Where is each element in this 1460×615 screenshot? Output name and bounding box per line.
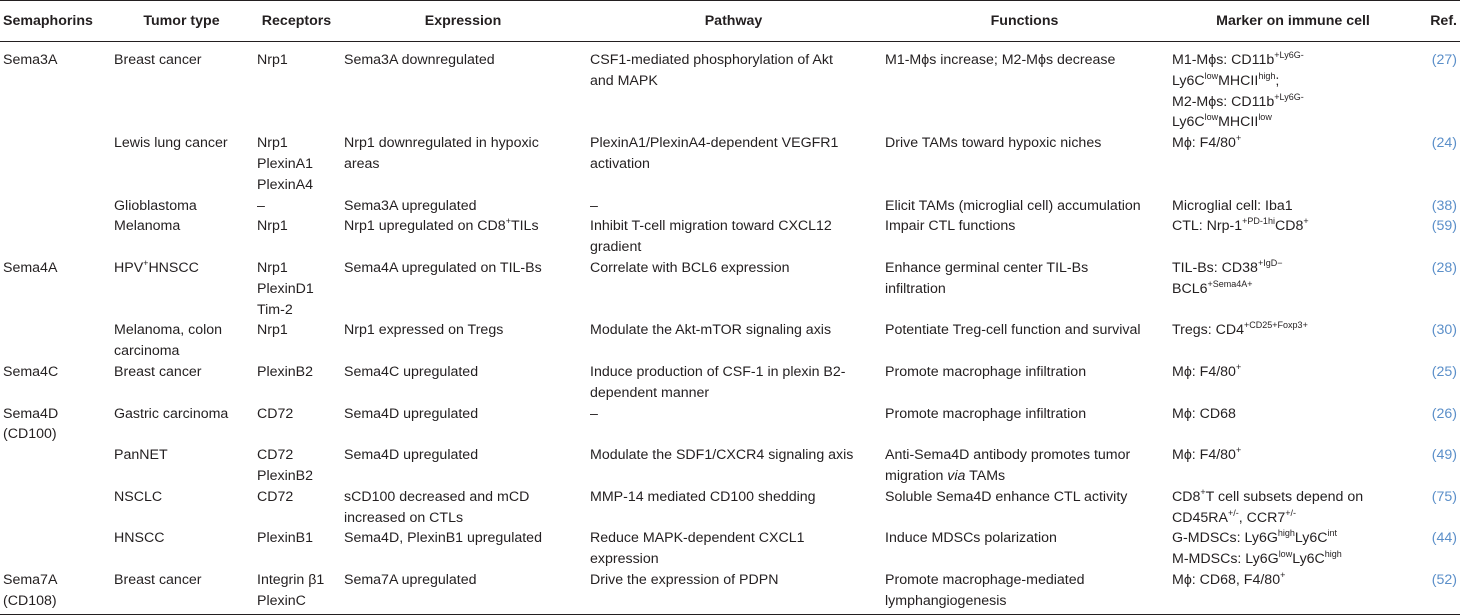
cell-marker-line: M1-Mϕs: $CD11b^{+Ly6G-}$ <box>1172 50 1304 68</box>
cell-expression-line: Sema4C upregulated <box>344 363 479 380</box>
cell-tumor-type-line: Melanoma, colon <box>114 322 223 339</box>
cell-ref-link[interactable]: (52) <box>1418 570 1460 614</box>
cell-functions <box>881 445 1168 487</box>
cell-functions <box>881 196 1168 217</box>
table-header <box>0 1 1460 42</box>
cell-marker <box>1168 404 1418 446</box>
cell-receptors-line: CD72 <box>257 447 294 464</box>
header-expression: Expression <box>340 1 586 42</box>
cell-marker-line: Mϕ: F4/80+ <box>1172 445 1242 464</box>
cell-functions <box>881 362 1168 404</box>
cell-tumor-type <box>110 320 253 362</box>
cell-pathway-line: Reduce MAPK-dependent CXCL1 <box>590 530 805 547</box>
cell-pathway <box>586 42 881 134</box>
cell-expression-line: Nrp1 expressed on Tregs <box>344 322 504 339</box>
cell-semaphorin-line: (CD100) <box>3 426 57 443</box>
cell-semaphorin-line: Sema4D <box>3 405 59 422</box>
cell-marker-line: CD8+T cell subsets depend on <box>1172 486 1364 505</box>
cell-marker-line: Microglial cell: Iba1 <box>1172 197 1293 214</box>
table-row <box>0 320 1460 362</box>
cell-receptors-line: PlexinB2 <box>257 363 313 380</box>
cell-expression <box>340 487 586 529</box>
cell-marker-line: M2-Mϕs: $CD11b^{+Ly6G-}$ <box>1172 91 1304 110</box>
cell-receptors-line: PlexinA1 <box>257 155 313 172</box>
table-row <box>0 570 1460 614</box>
cell-ref-link[interactable]: (49) <box>1431 447 1457 464</box>
table-row <box>0 445 1460 487</box>
cell-functions <box>881 487 1168 529</box>
cell-receptors <box>253 362 340 404</box>
cell-functions-line: Promote macrophage-mediated <box>885 571 1085 588</box>
cell-ref-link[interactable]: (44) <box>1431 530 1457 547</box>
cell-ref-link[interactable]: (75) <box>1431 488 1457 505</box>
header-ref: Ref. <box>1418 1 1460 42</box>
cell-expression-line: increased on CTLs <box>344 509 464 526</box>
cell-marker <box>1168 362 1418 404</box>
cell-marker-line: Mϕ: CD68, F4/80+ <box>1172 569 1286 588</box>
cell-semaphorin-line: Sema4C <box>3 363 59 380</box>
cell-semaphorin <box>0 362 110 404</box>
cell-functions-line: Drive TAMs toward hypoxic niches <box>885 135 1102 152</box>
cell-semaphorin <box>0 404 110 446</box>
cell-semaphorin <box>0 528 110 570</box>
header-marker: Marker on immune cell <box>1168 1 1418 42</box>
header-tumor-type: Tumor type <box>110 1 253 42</box>
cell-functions-line: infiltration <box>885 280 946 297</box>
cell-tumor-type-line: PanNET <box>114 447 168 464</box>
cell-expression-line: Sema3A downregulated <box>344 52 495 68</box>
cell-receptors <box>253 258 340 320</box>
cell-marker <box>1168 133 1418 195</box>
cell-pathway <box>586 570 881 614</box>
cell-tumor-type-line: Glioblastoma <box>114 197 197 214</box>
cell-semaphorin <box>0 445 110 487</box>
cell-semaphorin-line: Sema3A <box>3 52 58 68</box>
cell-tumor-type <box>110 258 253 320</box>
cell-functions-line: migration via TAMs <box>885 467 1006 484</box>
cell-pathway-line: CSF1-mediated phosphorylation of Akt <box>590 52 833 68</box>
cell-receptors <box>253 487 340 529</box>
cell-ref-link[interactable]: (26) <box>1431 405 1457 422</box>
table-row <box>0 362 1460 404</box>
cell-tumor-type <box>110 133 253 195</box>
cell-receptors-line: PlexinC <box>257 592 306 609</box>
cell-tumor-type <box>110 570 253 614</box>
cell-functions <box>881 216 1168 258</box>
cell-functions-line: Promote macrophage infiltration <box>885 405 1087 422</box>
cell-pathway <box>586 216 881 258</box>
cell-pathway-line: MMP-14 mediated CD100 shedding <box>590 488 816 505</box>
cell-pathway <box>586 133 881 195</box>
cell-semaphorin-line: Sema4A <box>3 259 58 276</box>
cell-semaphorin <box>0 570 110 614</box>
cell-ref-link[interactable]: (27) <box>1431 52 1457 68</box>
cell-marker <box>1168 320 1418 362</box>
cell-pathway-line: PlexinA1/PlexinA4-dependent VEGFR1 <box>590 135 839 152</box>
cell-semaphorin-line: Sema7A <box>3 571 58 588</box>
cell-expression <box>340 216 586 258</box>
cell-ref-link[interactable]: (38) <box>1431 197 1457 214</box>
cell-semaphorin <box>0 133 110 195</box>
cell-marker-line: TIL-Bs: $CD38^{+IgD-}$ <box>1172 257 1283 276</box>
cell-marker <box>1168 528 1418 570</box>
cell-expression <box>340 258 586 320</box>
cell-marker-line: CTL: Nrp-$1^{+PD-1hi}CD8^+$ <box>1172 216 1309 235</box>
cell-marker <box>1168 42 1418 134</box>
cell-pathway-line: – <box>590 405 598 422</box>
cell-receptors-line: PlexinD1 <box>257 280 314 297</box>
cell-functions-line: Induce MDSCs polarization <box>885 530 1057 547</box>
cell-pathway <box>586 404 881 446</box>
cell-ref-link[interactable]: (28) <box>1431 259 1457 276</box>
cell-marker-line: CD45RA+/-, CCR7+/- <box>1172 507 1297 526</box>
cell-ref-link[interactable]: (30) <box>1431 322 1457 339</box>
cell-tumor-type-line: NSCLC <box>114 488 163 505</box>
cell-marker <box>1168 487 1418 529</box>
cell-pathway-line: dependent manner <box>590 384 710 401</box>
cell-marker-line: Tregs: $CD4^{+CD25+Foxp3+}$ <box>1172 320 1308 339</box>
cell-expression-line: Sema4D upregulated <box>344 405 479 422</box>
cell-functions <box>881 528 1168 570</box>
cell-tumor-type-line: Breast cancer <box>114 52 202 68</box>
cell-functions <box>881 133 1168 195</box>
cell-functions <box>881 42 1168 134</box>
cell-functions-line: Potentiate Treg-cell function and survival <box>885 322 1141 339</box>
header-semaphorins: Semaphorins <box>0 1 110 42</box>
table-row <box>0 404 1460 446</box>
header-pathway: Pathway <box>586 1 881 42</box>
cell-expression <box>340 196 586 217</box>
table-row <box>0 133 1460 195</box>
cell-receptors-line: Nrp1 <box>257 52 288 68</box>
cell-pathway-line: and MAPK <box>590 72 658 89</box>
cell-expression-line: Nrp1 downregulated in hypoxic <box>344 135 539 152</box>
cell-marker-line: Mϕ: CD68 <box>1172 405 1236 422</box>
cell-receptors <box>253 42 340 134</box>
cell-receptors-line: PlexinB1 <box>257 530 313 547</box>
cell-expression <box>340 445 586 487</box>
table-row <box>0 42 1460 134</box>
cell-receptors-line: PlexinA4 <box>257 176 313 193</box>
cell-functions-line: Elicit TAMs (microglial cell) accumulation <box>885 197 1141 214</box>
table-row <box>0 196 1460 217</box>
cell-marker-line: Mϕ: F4/80+ <box>1172 133 1242 152</box>
cell-expression-line: Sema4A upregulated on TIL-Bs <box>344 259 542 276</box>
cell-expression-line: Sema4D, PlexinB1 upregulated <box>344 530 542 547</box>
cell-receptors <box>253 570 340 614</box>
cell-receptors <box>253 445 340 487</box>
cell-receptors-line: Nrp1 <box>257 322 288 339</box>
cell-expression-line: sCD100 decreased and mCD <box>344 488 530 505</box>
cell-functions <box>881 320 1168 362</box>
header-row <box>0 1 1460 42</box>
cell-semaphorin <box>0 487 110 529</box>
cell-pathway <box>586 487 881 529</box>
cell-receptors-line: Tim-2 <box>257 301 293 318</box>
cell-tumor-type-line: Breast cancer <box>114 571 202 588</box>
table-row <box>0 216 1460 258</box>
cell-tumor-type-line: Melanoma <box>114 218 181 235</box>
cell-ref-link[interactable]: (59) <box>1431 218 1457 235</box>
cell-marker <box>1168 445 1418 487</box>
cell-pathway-line: activation <box>590 155 650 172</box>
cell-functions-line: lymphangiogenesis <box>885 592 1007 609</box>
cell-marker <box>1168 570 1418 614</box>
cell-pathway-line: Correlate with BCL6 expression <box>590 259 790 276</box>
cell-semaphorin <box>0 320 110 362</box>
cell-tumor-type-line: Lewis lung cancer <box>114 135 228 152</box>
cell-tumor-type <box>110 404 253 446</box>
cell-tumor-type <box>110 42 253 134</box>
table-row <box>0 528 1460 570</box>
cell-pathway <box>586 445 881 487</box>
cell-tumor-type-line: carcinoma <box>114 343 180 360</box>
cell-expression-line: Nrp1 upregulated on CD8+TILs <box>344 216 539 235</box>
cell-semaphorin <box>0 42 110 134</box>
cell-expression-line: Sema3A upregulated <box>344 197 477 214</box>
cell-receptors-line: Nrp1 <box>257 259 288 276</box>
cell-receptors <box>253 133 340 195</box>
cell-marker-line: Mϕ: F4/80+ <box>1172 361 1242 380</box>
cell-functions-line: Soluble Sema4D enhance CTL activity <box>885 488 1128 505</box>
cell-pathway-line: Modulate the Akt-mTOR signaling axis <box>590 322 832 339</box>
cell-expression-line: Sema4D upregulated <box>344 447 479 464</box>
cell-expression-line: Sema7A upregulated <box>344 571 477 588</box>
cell-tumor-type-line: Breast cancer <box>114 363 202 380</box>
cell-receptors-line: CD72 <box>257 488 294 505</box>
cell-semaphorin-line: (CD108) <box>3 592 57 609</box>
cell-semaphorin <box>0 196 110 217</box>
cell-expression-line: areas <box>344 155 380 172</box>
cell-pathway-line: Modulate the SDF1/CXCR4 signaling axis <box>590 447 854 464</box>
cell-functions <box>881 404 1168 446</box>
cell-pathway-line: expression <box>590 551 659 568</box>
cell-functions-line: Enhance germinal center TIL-Bs <box>885 259 1089 276</box>
cell-pathway-line: Induce production of CSF-1 in plexin B2- <box>590 363 846 380</box>
cell-receptors <box>253 216 340 258</box>
cell-receptors <box>253 528 340 570</box>
cell-functions-line: Anti-Sema4D antibody promotes tumor <box>885 447 1131 464</box>
cell-functions <box>881 258 1168 320</box>
cell-tumor-type <box>110 196 253 217</box>
cell-receptors <box>253 320 340 362</box>
cell-semaphorin <box>0 258 110 320</box>
cell-receptors <box>253 196 340 217</box>
cell-tumor-type <box>110 445 253 487</box>
table-body <box>0 42 1460 615</box>
cell-pathway-line: Drive the expression of PDPN <box>590 571 779 588</box>
cell-expression <box>340 404 586 446</box>
cell-tumor-type <box>110 487 253 529</box>
cell-marker-line: $Ly6C^{low}MHCII^{low}$ <box>1172 112 1272 131</box>
cell-semaphorin <box>0 216 110 258</box>
cell-expression <box>340 570 586 614</box>
cell-tumor-type-line: HPV+HNSCC <box>114 257 199 276</box>
cell-functions-line: Promote macrophage infiltration <box>885 363 1087 380</box>
header-functions: Functions <box>881 1 1168 42</box>
cell-expression <box>340 133 586 195</box>
cell-pathway-line: gradient <box>590 239 642 256</box>
cell-functions-line: Impair CTL functions <box>885 218 1016 235</box>
cell-receptors-line: Integrin β1 <box>257 571 325 588</box>
cell-marker-line: M-MDSCs: $Ly6G^{low}Ly6C^{high}$ <box>1172 549 1342 568</box>
cell-receptors <box>253 404 340 446</box>
cell-receptors-line: PlexinB2 <box>257 467 313 484</box>
cell-tumor-type-line: HNSCC <box>114 530 165 547</box>
cell-pathway <box>586 528 881 570</box>
cell-expression <box>340 362 586 404</box>
cell-receptors-line: – <box>257 197 265 214</box>
cell-receptors-line: Nrp1 <box>257 218 288 235</box>
cell-tumor-type-line: Gastric carcinoma <box>114 405 229 422</box>
cell-pathway <box>586 320 881 362</box>
cell-marker-line: G-MDSCs: $Ly6G^{high}Ly6C^{int}$ <box>1172 528 1338 547</box>
cell-expression <box>340 42 586 134</box>
cell-tumor-type <box>110 528 253 570</box>
cell-ref-link[interactable]: (24) <box>1431 135 1457 152</box>
cell-receptors-line: Nrp1 <box>257 135 288 152</box>
cell-functions <box>881 570 1168 614</box>
cell-expression <box>340 528 586 570</box>
cell-pathway <box>586 258 881 320</box>
cell-marker <box>1168 196 1418 217</box>
cell-ref-link[interactable]: (25) <box>1431 363 1457 380</box>
cell-pathway-line: – <box>590 197 598 214</box>
cell-tumor-type <box>110 216 253 258</box>
cell-tumor-type <box>110 362 253 404</box>
table-row <box>0 487 1460 529</box>
cell-marker-line: $Ly6C^{low}MHCII^{high}$; <box>1172 70 1280 89</box>
table-row <box>0 258 1460 320</box>
cell-pathway <box>586 362 881 404</box>
cell-functions-line: M1-Mϕs increase; M2-Mϕs decrease <box>885 52 1116 68</box>
header-receptors: Receptors <box>253 1 340 42</box>
cell-pathway-line: Inhibit T-cell migration toward CXCL12 <box>590 218 832 235</box>
cell-expression <box>340 320 586 362</box>
cell-marker <box>1168 258 1418 320</box>
cell-receptors-line: CD72 <box>257 405 294 422</box>
cell-pathway <box>586 196 881 217</box>
cell-marker-line: $BCL6^{+Sema4A+}$ <box>1172 278 1253 297</box>
cell-marker <box>1168 216 1418 258</box>
